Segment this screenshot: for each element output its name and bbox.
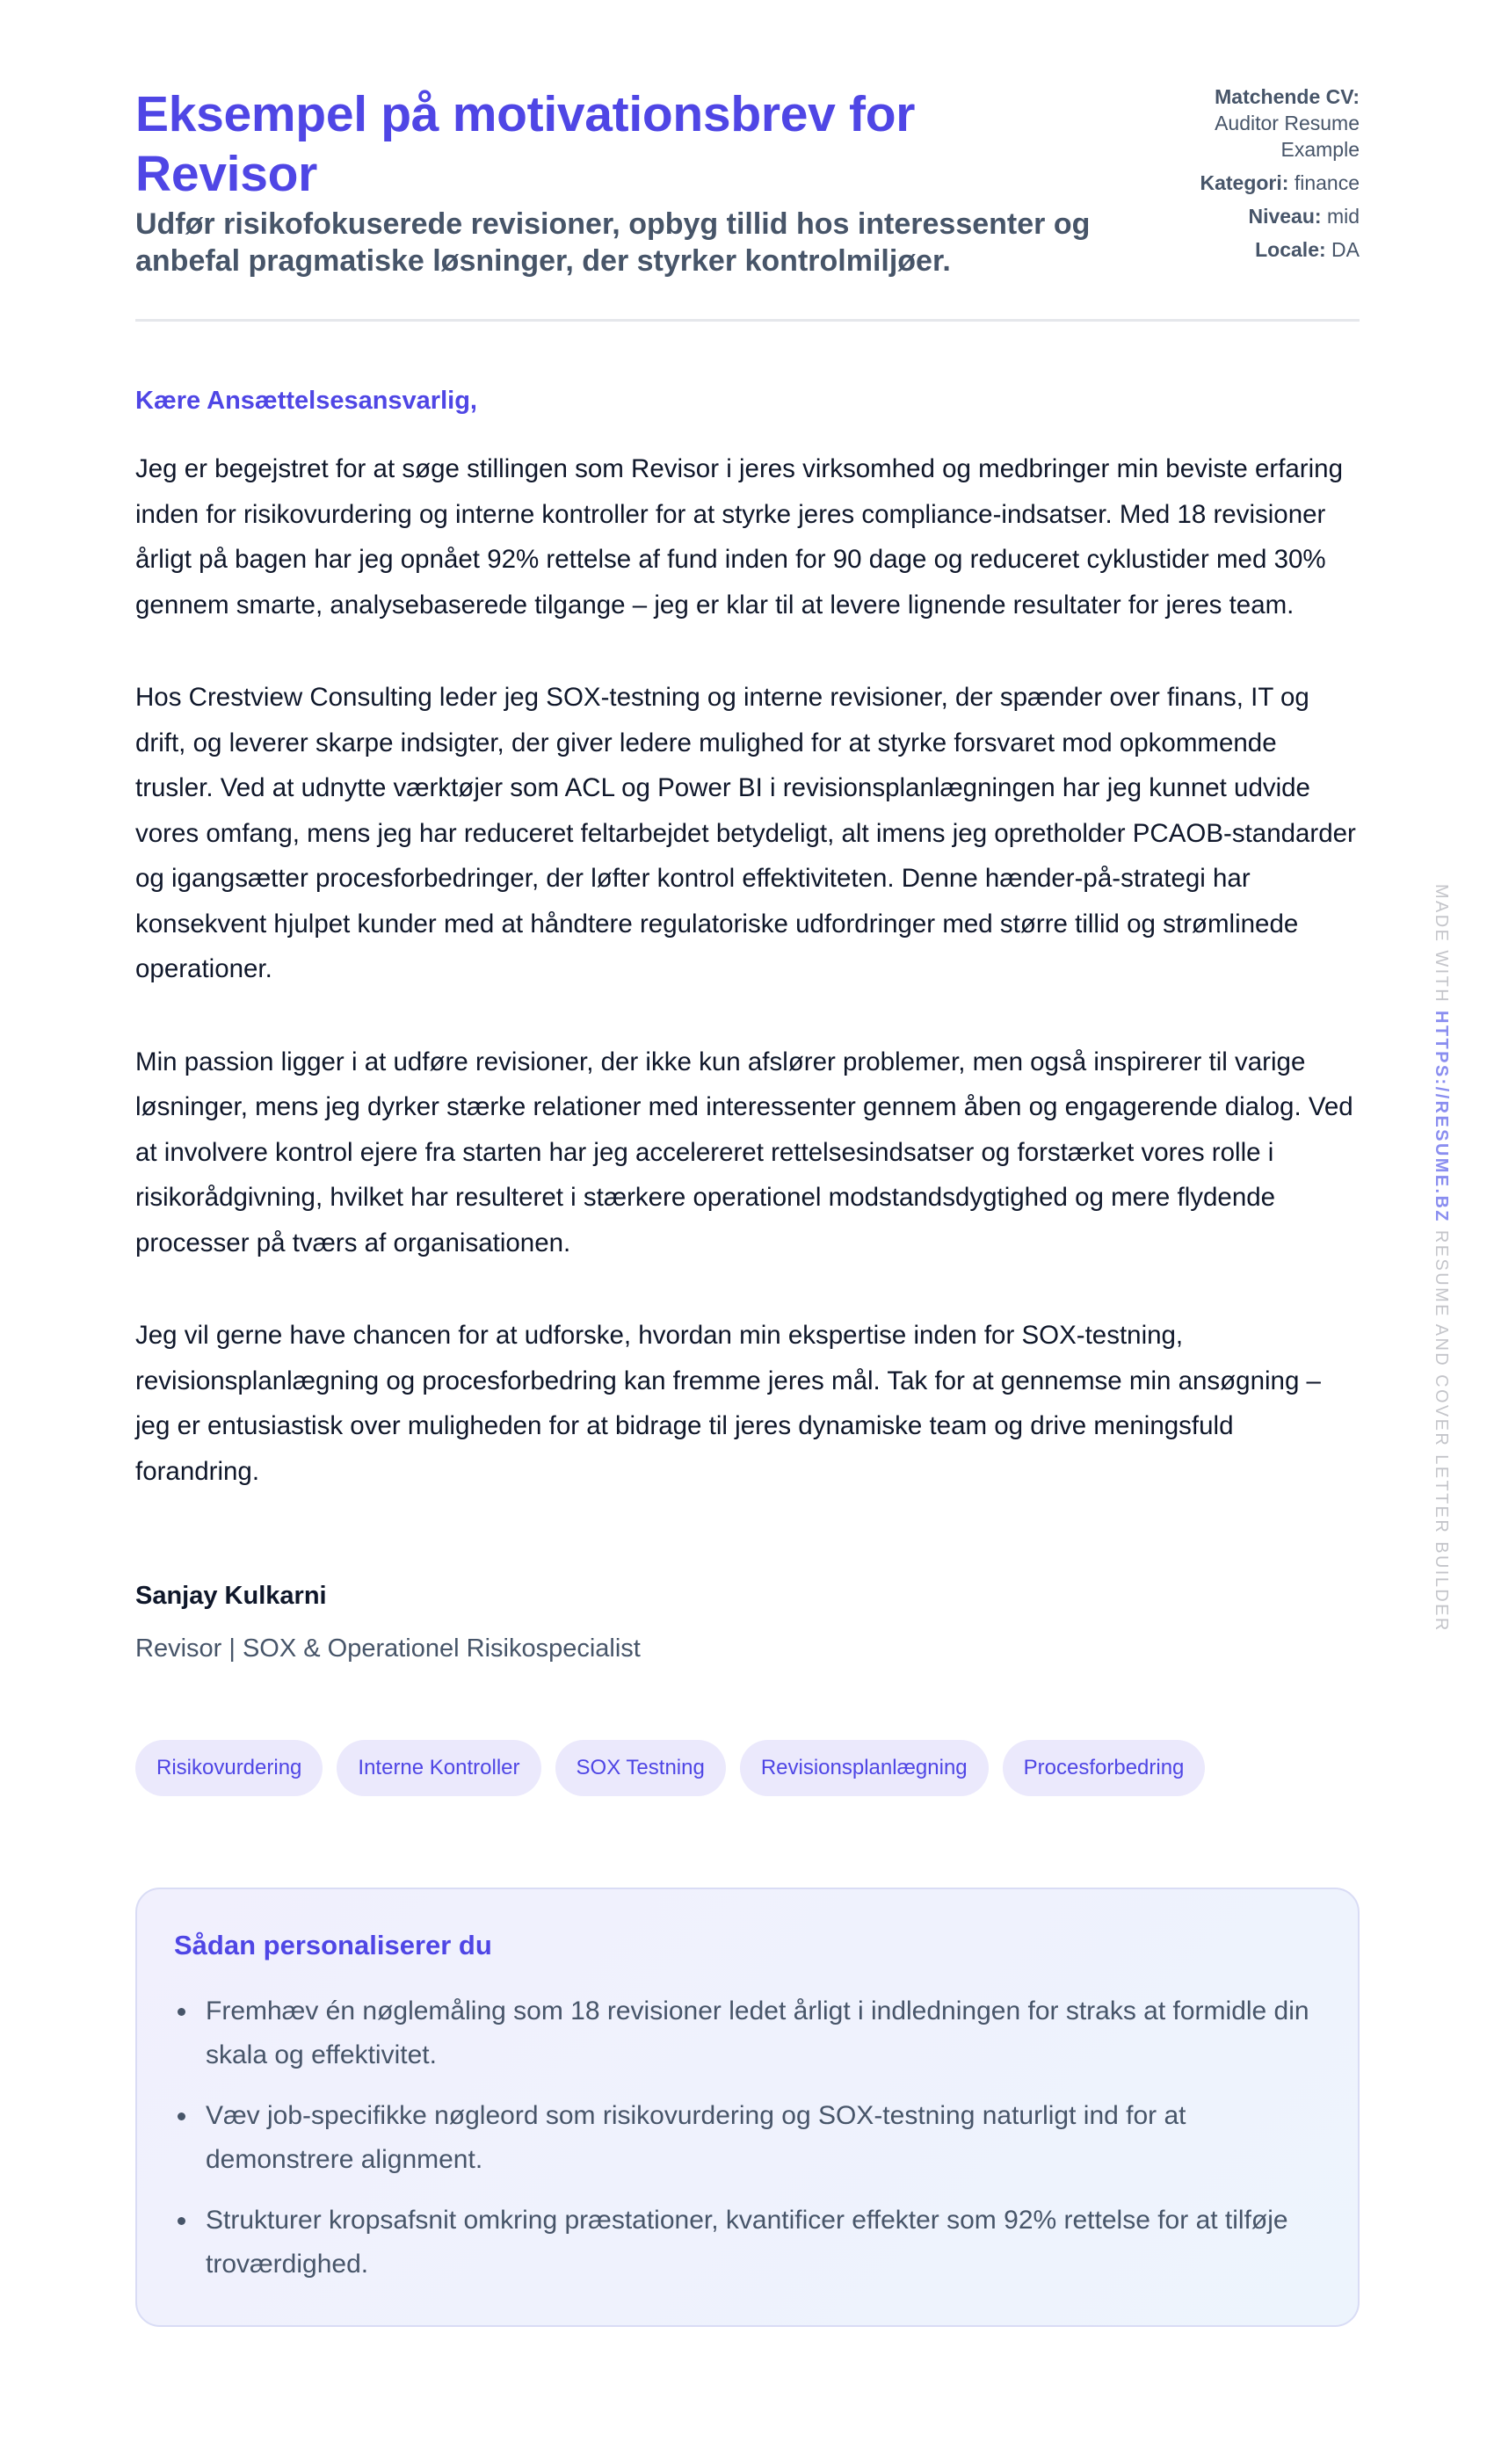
meta-value: finance — [1294, 171, 1360, 194]
tips-list — [174, 1989, 1321, 2286]
metadata-panel — [1166, 83, 1360, 270]
meta-value: DA — [1331, 238, 1360, 261]
signature-title: Revisor | SOX & Operationel Risikospecialist — [135, 1634, 641, 1663]
meta-value[interactable]: Auditor Resume Example — [1215, 112, 1360, 161]
letter-paragraph: Jeg vil gerne have chancen for at udforske, hvordan min ekspertise inden for SOX-testning, revisionsplanlægning og procesforbedring kan fremme jeres mål. Tak for at gennemse min ansøgning – jeg er entusiastisk over muligheden for at bidrage til jeres dynamiske team og drive meningsfuld forandring. — [135, 1321, 1321, 1486]
page-header — [135, 0, 1360, 322]
watermark-prefix: MADE WITH — [1432, 884, 1451, 1004]
letter-paragraph: Hos Crestview Consulting leder jeg SOX-testning og interne revisioner, der spænder over finans, IT og drift, og leverer skarpe indsigter, der giver ledere mulighed for at styrke forsvaret mod opkommende trusler. Ved at udnytte værktøjer som ACL og Power BI i revisionsplanlægningen har jeg kunnet udvide vores omfang, mens jeg har reduceret feltarbejdet betydeligt, alt imens jeg opretholder PCAOB-standarder og igangsætter procesforbedringer, der løfter kontrol effektiviteten. Denne hænder-på-strategi har konsekvent hjulpet kunder med at håndtere regulatoriske udfordringer med større tillid og strømlinede operationer. — [135, 683, 1356, 983]
meta-matching-cv — [1166, 83, 1360, 163]
letter-body — [135, 446, 1360, 1494]
signature-name: Sanjay Kulkarni — [135, 1582, 327, 1610]
salutation: Kære Ansættelsesansvarlig, — [135, 387, 477, 415]
tips-title: Sådan personaliserer du — [174, 1930, 492, 1960]
meta-category — [1166, 170, 1360, 196]
meta-label: Matchende CV: — [1215, 85, 1360, 108]
watermark-suffix: RESUME AND COVER LETTER BUILDER — [1432, 1229, 1451, 1633]
skill-tag[interactable]: Risikovurdering — [135, 1740, 323, 1796]
page-subtitle: Udfør risikofokuserede revisioner, opbyg tillid hos interessenter og anbefal pragmatiske løsninger, der styrker kontrolmiljøer. — [135, 207, 1091, 278]
main-content — [135, 0, 1360, 2327]
meta-label: Kategori: — [1200, 171, 1289, 194]
signature-block — [135, 1580, 1360, 1664]
meta-locale — [1166, 236, 1360, 263]
page-title: Eksempel på motivationsbrev for Revisor — [135, 86, 916, 202]
meta-label: Locale: — [1255, 238, 1326, 261]
tip-item: Strukturer kropsafsnit omkring præstationer, kvantificer effekter som 92% rettelse for at tilføje troværdighed. — [174, 2199, 1321, 2286]
skill-tag[interactable]: Procesforbedring — [1003, 1740, 1206, 1796]
watermark-link[interactable]: HTTPS://RESUME.BZ — [1432, 1011, 1451, 1223]
skill-tags — [135, 1740, 1360, 1796]
personalization-tips-box — [135, 1888, 1360, 2327]
tip-item: Væv job-specifikke nøgleord som risikovurdering og SOX-testning naturligt ind for at demonstrere alignment. — [174, 2094, 1321, 2182]
vertical-watermark — [1431, 884, 1451, 1633]
letter-paragraph: Jeg er begejstret for at søge stillingen som Revisor i jeres virksomhed og medbringer min beviste erfaring inden for risikovurdering og interne kontroller for at styrke jeres compliance-indsatser. Med 18 revisioner årligt på bagen har jeg opnået 92% rettelse af fund inden for 90 dage og reduceret cyklustider med 30% gennem smarte, analysebaserede tilgange – jeg er klar til at levere lignende resultater for jeres team. — [135, 454, 1343, 620]
meta-level — [1166, 203, 1360, 229]
meta-label: Niveau: — [1248, 205, 1322, 228]
skill-tag[interactable]: Revisionsplanlægning — [740, 1740, 989, 1796]
letter-paragraph: Min passion ligger i at udføre revisioner, der ikke kun afslører problemer, men også inspirerer til varige løsninger, mens jeg dyrker stærke relationer med interessenter gennem åben og engagerende dialog. Ved at involvere kontrol ejere fra starten har jeg accelereret rettelsesindsatser og forstærket vores rolle i risikorådgivning, hvilket har resulteret i stærkere operationel modstandsdygtighed og mere flydende processer på tværs af organisationen. — [135, 1047, 1353, 1257]
skill-tag[interactable]: Interne Kontroller — [337, 1740, 540, 1796]
tip-item: Fremhæv én nøglemåling som 18 revisioner ledet årligt i indledningen for straks at formidle din skala og effektivitet. — [174, 1989, 1321, 2077]
skill-tag[interactable]: SOX Testning — [555, 1740, 726, 1796]
meta-value: mid — [1326, 205, 1360, 228]
letter-section — [135, 385, 1360, 1664]
